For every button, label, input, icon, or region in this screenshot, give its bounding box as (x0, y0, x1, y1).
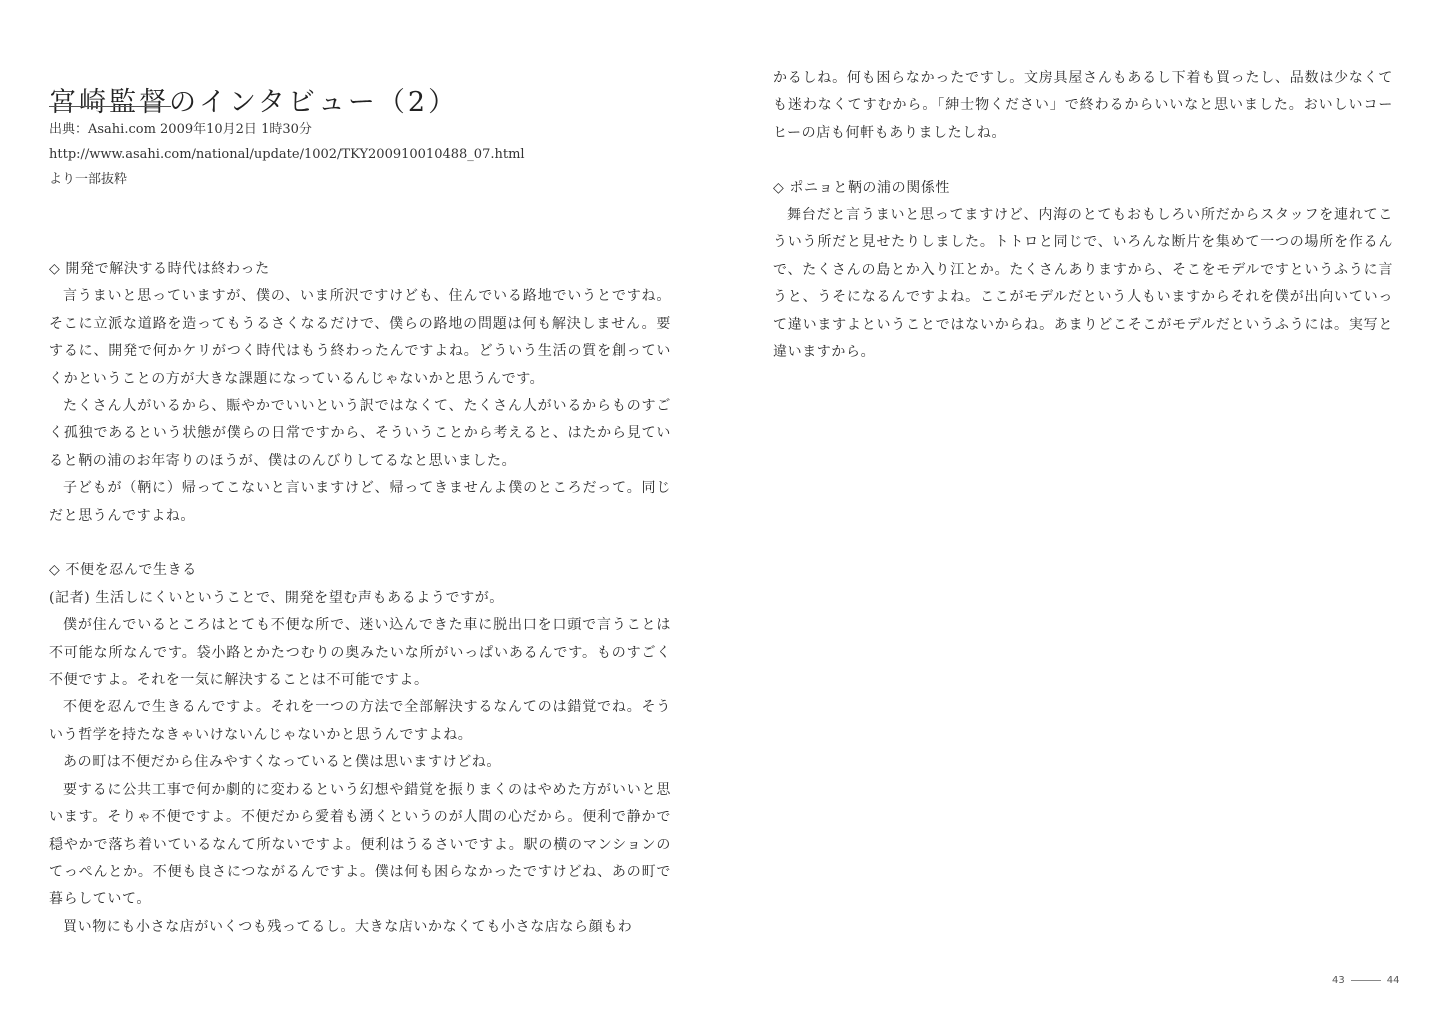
right-page-number: 44 (1386, 975, 1400, 986)
section-development (49, 256, 671, 530)
paragraph: 不便を忍んで生きるんですよ。それを一つの方法で全部解決するなんてのは錯覚でね。そういう哲学を持たなきゃいけないんじゃないかと思うんですよね。 (49, 699, 671, 743)
paragraph: 要するに公共工事で何か劇的に変わるという幻想や錯覚を振りまくのはやめた方がいいと思います。そりゃ不便ですよ。不便だから愛着も湧くというのが人間の心だから。便利で静かで穏やかで落ち着いているなんて所ないですよ。便利はうるさいですよ。駅の横のマンションのてっぺんとか。不便も良さにつながるんですよ。僕は何も困らなかったですけどね、あの町で暮らしていて。 (49, 781, 671, 908)
section-gap (49, 530, 671, 557)
title-underline (49, 106, 171, 107)
source-citation (49, 117, 525, 192)
left-body (49, 256, 671, 941)
paragraph: 舞台だと言うまいと思ってますけど、内海のとてもおもしろい所だからスタッフを連れてこういう所だと見せたりしました。トトロと同じで、いろんな断片を集めて一つの場所を作るんで、たくさんの島とか入り江とか。たくさんありますから、そこをモデルですというふうに言うと、うそになるんですよね。ここがモデルだという人もいますからそれを僕が出向いていって違いますよということではないからね。あまりどこそこがモデルだというふうには。実写と違いますから。 (773, 207, 1393, 361)
paragraph: たくさん人がいるから、賑やかでいいという訳ではなくて、たくさん人がいるからものすごく孤独であるという状態が僕らの日常ですから、そういうことから考えると、はたから見ていると鞆の浦のお年寄りのほうが、僕はのんびりしてるなと思いました。 (49, 398, 671, 469)
source-line-url: http://www.asahi.com/national/update/1002/TKY200910010488_07.html (49, 147, 525, 162)
source-line-date: 出典：Asahi.com 2009年10月2日 1時30分 (49, 122, 312, 137)
section-ponyo (773, 175, 1393, 367)
paragraph: 僕が住んでいるところはとても不便な所で、迷い込んできた車に脱出口を口頭で言うことは不可能な所なんです。袋小路とかたつむりの奥みたいな所がいっぱいあるんです。ものすごく不便ですよ。それを一気に解決することは不可能ですよ。 (49, 617, 671, 689)
section-heading: ◇ ポニョと鞆の浦の関係性 (773, 179, 951, 196)
right-body (773, 65, 1393, 366)
source-line-note: より一部抜粋 (49, 172, 128, 187)
page-numbers (1332, 975, 1399, 986)
paragraph: 言うまいと思っていますが、僕の、いま所沢ですけども、住んでいる路地でいうとですね。そこに立派な道路を造ってもうるさくなるだけで、僕らの路地の問題は何も解決しません。要するに、開発で何かケリがつく時代はもう終わったんですよね。どういう生活の質を創っていくかということの方が大きな課題になっているんじゃないかと思うんです。 (49, 288, 671, 387)
section-inconvenience (49, 557, 671, 941)
folio-divider (1351, 980, 1381, 981)
paragraph: あの町は不便だから住みやすくなっていると僕は思いますけどね。 (63, 754, 501, 771)
section-heading: ◇ 不便を忍んで生きる (49, 562, 197, 579)
section-gap (773, 147, 1393, 174)
continued-paragraph: かるしね。何も困らなかったですし。文房具屋さんもあるし下着も買ったし、品数は少なくても迷わなくてすむから。「紳士物ください」で終わるからいいなと思いました。おいしいコーヒーの店も何軒もありましたしね。 (773, 70, 1393, 141)
paragraph: 子どもが（鞆に）帰ってこないと言いますけど、帰ってきませんよ僕のところだって。同じだと思うんですよね。 (49, 480, 671, 524)
reporter-question: (記者) 生活しにくいということで、開発を望む声もあるようですが。 (49, 589, 504, 606)
section-heading: ◇ 開発で解決する時代は終わった (49, 261, 270, 277)
paragraph: 買い物にも小さな店がいくつも残ってるし。大きな店いかなくても小さな店なら顔もわ (63, 918, 633, 935)
page-title: 宮崎監督のインタビュー（2） (49, 87, 459, 119)
left-page-number: 43 (1332, 975, 1345, 986)
